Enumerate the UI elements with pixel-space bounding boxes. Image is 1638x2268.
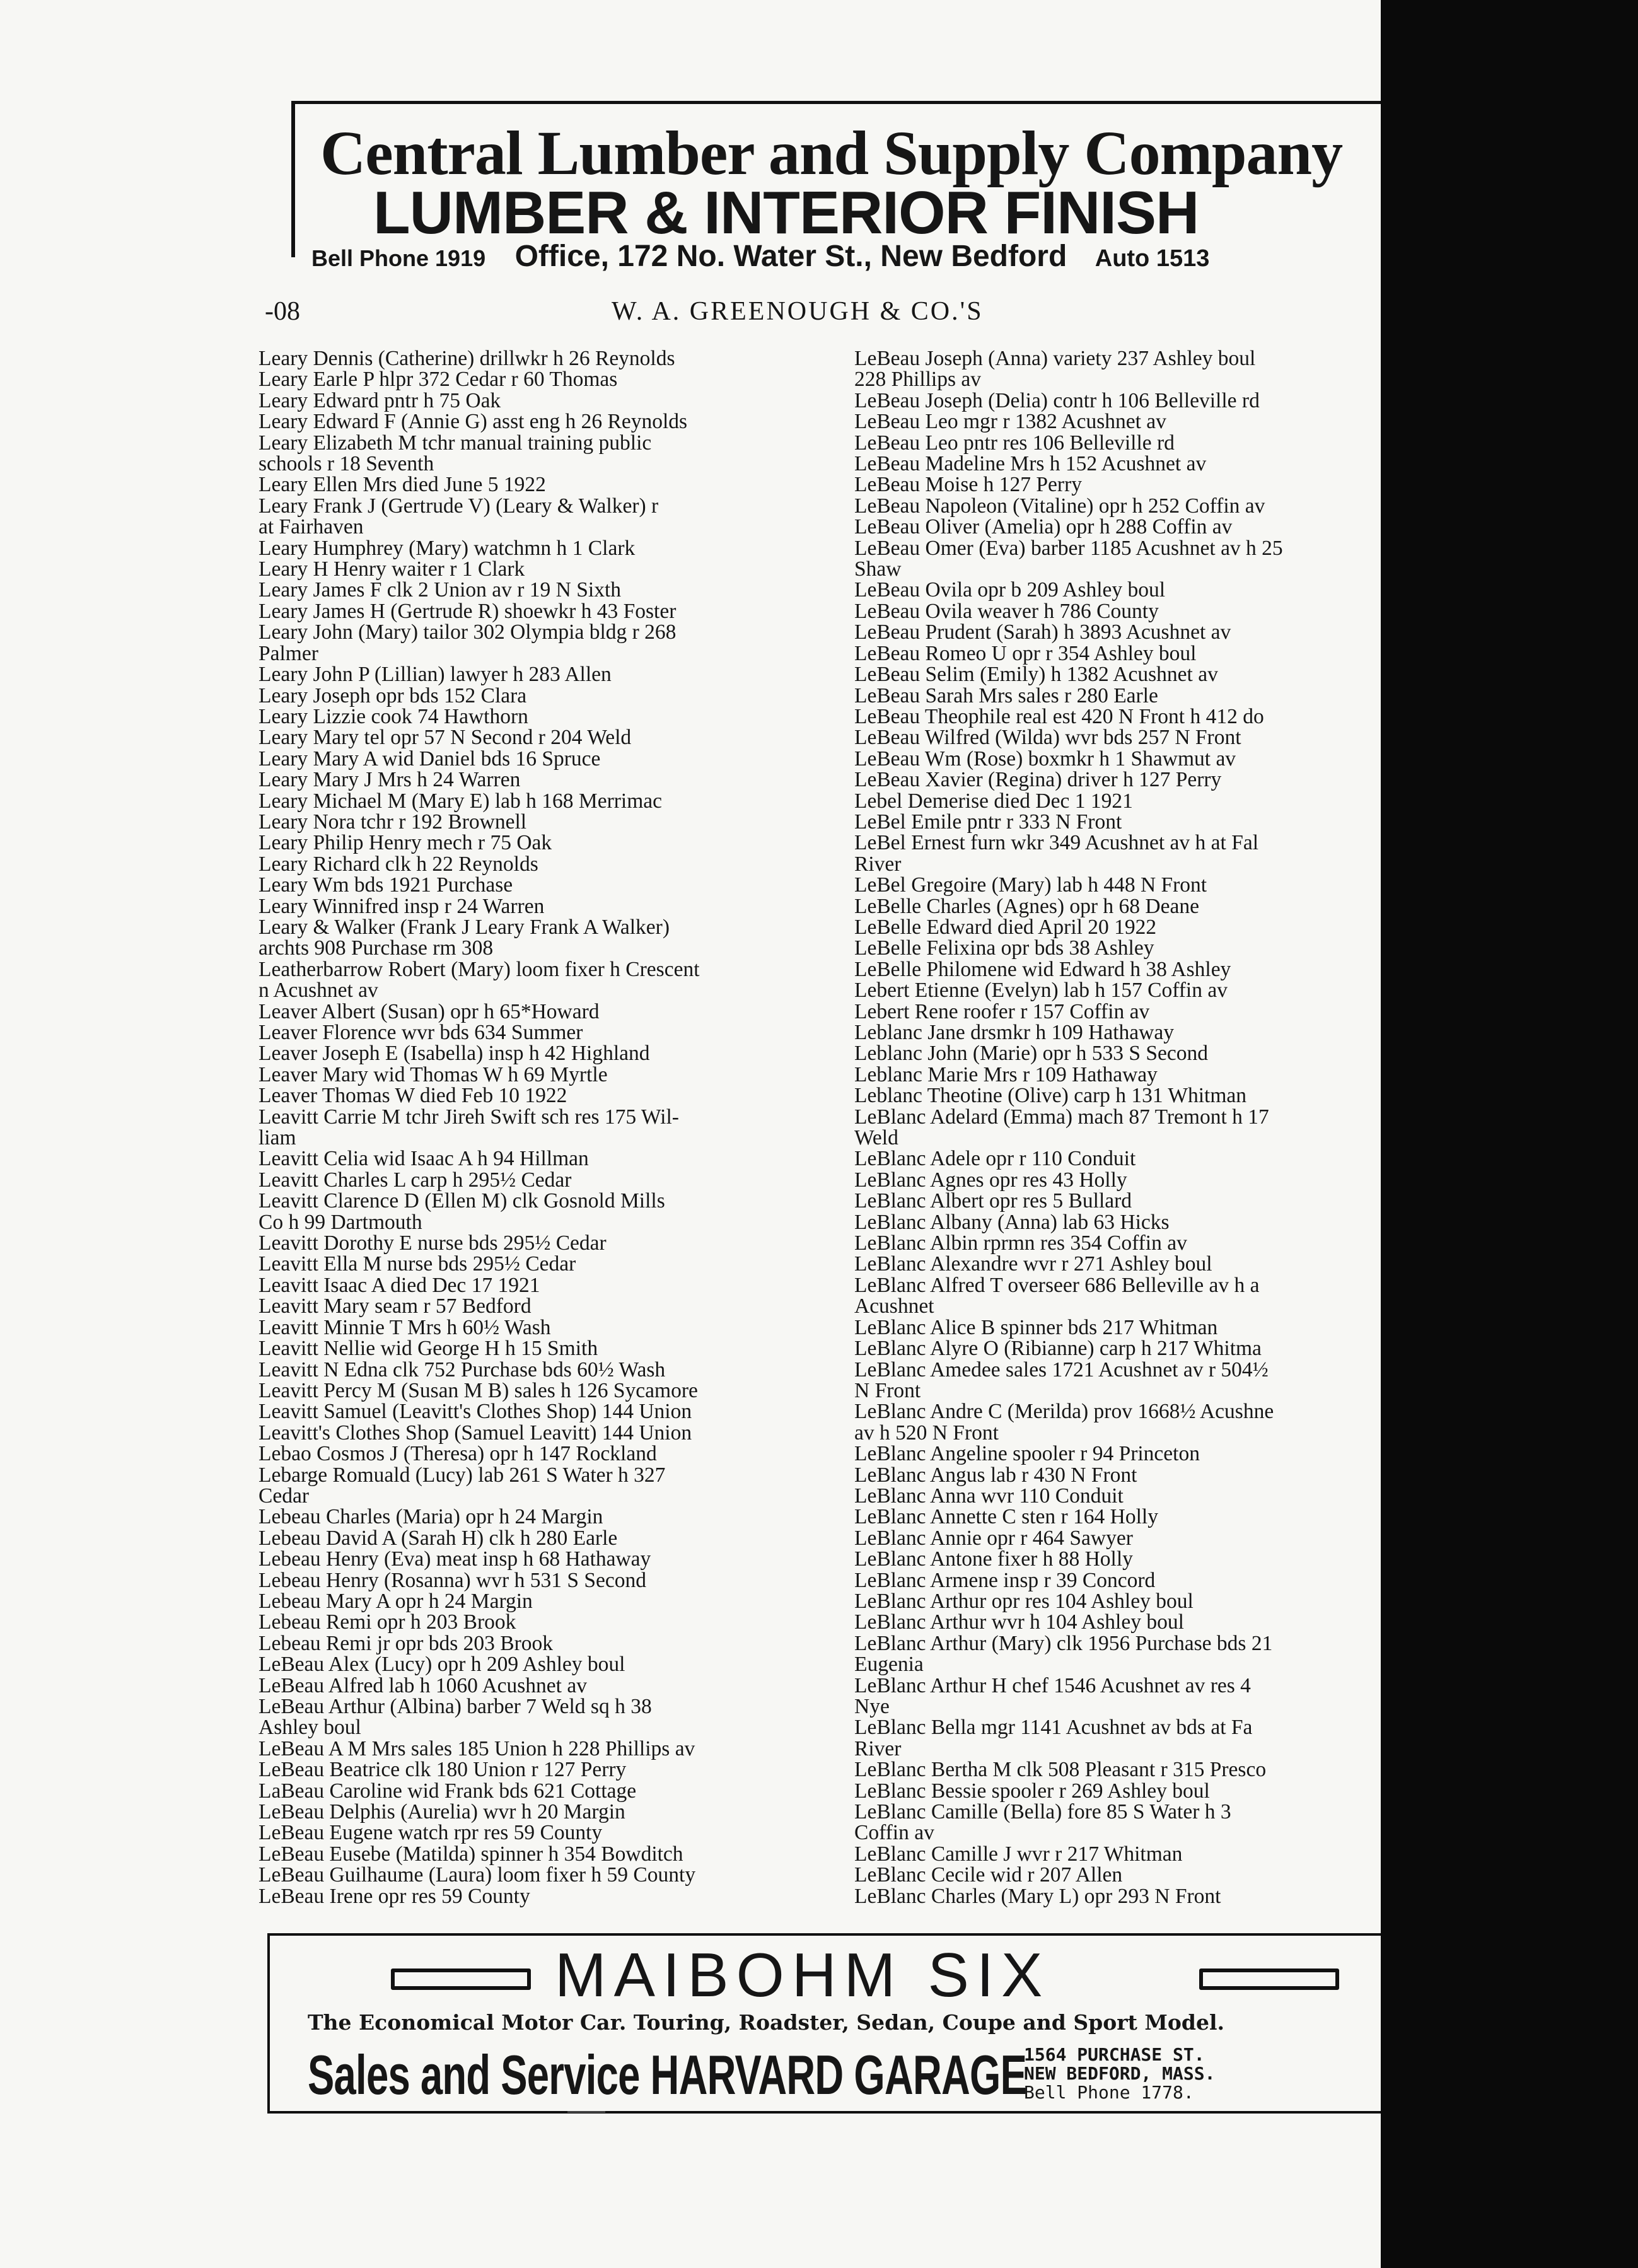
directory-entry: Leary Mary J Mrs h 24 Warren	[258, 768, 521, 792]
scan-dark-edge	[1381, 0, 1638, 2268]
directory-entry: LeBlanc Adelard (Emma) mach 87 Tremont h 17	[854, 1105, 1269, 1129]
directory-entry: Leblanc John (Marie) opr h 533 S Second	[854, 1042, 1208, 1066]
directory-entry: Leary John (Mary) tailor 302 Olympia bldg r 268	[258, 620, 677, 644]
directory-entry: Leary Wm bds 1921 Purchase	[258, 873, 513, 897]
directory-entry: Leary Ellen Mrs died June 5 1922	[258, 473, 546, 497]
directory-entry: Leblanc Marie Mrs r 109 Hathaway	[854, 1062, 1158, 1086]
directory-entry: Lebeau Remi jr opr bds 203 Brook	[258, 1631, 554, 1655]
directory-entry: LeBlanc Cecile wid r 207 Allen	[854, 1863, 1123, 1887]
directory-entry: LeBlanc Alyre O (Ribianne) carp h 217 Whitma	[854, 1337, 1262, 1361]
directory-entry: n Acushnet av	[258, 979, 378, 1003]
directory-entry: Leary H Henry waiter r 1 Clark	[258, 557, 525, 581]
directory-entry: LeBeau Napoleon (Vitaline) opr h 252 Coffin av	[854, 494, 1265, 518]
directory-entry: LeBel Gregoire (Mary) lab h 448 N Front	[854, 873, 1207, 897]
directory-entry: Ashley boul	[258, 1716, 361, 1740]
directory-entry: LeBlanc Andre C (Merilda) prov 1668½ Acushne	[854, 1400, 1274, 1424]
directory-entry: liam	[258, 1126, 296, 1150]
directory-entry: Leary & Walker (Frank J Leary Frank A Walker)	[258, 915, 670, 939]
directory-entry: LeBelle Edward died April 20 1922	[854, 915, 1157, 939]
directory-entry: LeBlanc Arthur H chef 1546 Acushnet av res 4	[854, 1673, 1251, 1697]
directory-entry: Leavitt Mary seam r 57 Bedford	[258, 1294, 531, 1318]
directory-entry: LeBeau Selim (Emily) h 1382 Acushnet av	[854, 663, 1218, 687]
directory-entry: LeBeau Beatrice clk 180 Union r 127 Perry	[258, 1758, 627, 1782]
page-number: -08	[265, 297, 300, 326]
directory-entry: Leavitt Carrie M tchr Jireh Swift sch res 175 Wil-	[258, 1105, 679, 1129]
directory-entry: Lebert Etienne (Evelyn) lab h 157 Coffin av	[854, 979, 1228, 1003]
directory-entry: Palmer	[258, 641, 318, 665]
directory-entry: Lebao Cosmos J (Theresa) opr h 147 Rockland	[258, 1442, 657, 1466]
directory-entry: LeBeau Moise h 127 Perry	[854, 473, 1082, 497]
directory-entry: LeBlanc Bella mgr 1141 Acushnet av bds at Fa	[854, 1716, 1253, 1740]
directory-entry: Lebeau Mary A opr h 24 Margin	[258, 1589, 533, 1613]
directory-entry: Leary Mary tel opr 57 N Second r 204 Weld	[258, 726, 632, 750]
directory-entry: Leary James H (Gertrude R) shoewkr h 43 Foster	[258, 599, 677, 623]
maibohm-banner	[377, 1939, 1373, 2009]
directory-entry: LeBeau Joseph (Delia) contr h 106 Belleville rd	[854, 388, 1260, 412]
directory-entry: Leary Philip Henry mech r 75 Oak	[258, 831, 552, 855]
directory-entry: Leary Richard clk h 22 Reynolds	[258, 852, 538, 876]
directory-entry: LeBlanc Charles (Mary L) opr 293 N Front	[854, 1884, 1221, 1908]
directory-entry: LeBeau Wilfred (Wilda) wvr bds 257 N Front	[854, 726, 1241, 750]
directory-entry: LeBeau Sarah Mrs sales r 280 Earle	[854, 683, 1158, 707]
directory-entry: schools r 18 Seventh	[258, 452, 434, 476]
directory-entry: Co h 99 Dartmouth	[258, 1210, 422, 1234]
directory-entry: 228 Phillips av	[854, 368, 982, 392]
directory-entry: LeBeau Alfred lab h 1060 Acushnet av	[258, 1673, 587, 1697]
directory-entry: LeBeau Theophile real est 420 N Front h 412 do	[854, 704, 1264, 728]
directory-entry: River	[854, 852, 902, 876]
directory-entry: Lebert Rene roofer r 157 Coffin av	[854, 999, 1150, 1023]
directory-entry: Eugenia	[854, 1653, 924, 1677]
lumber-advertisement	[291, 101, 1381, 273]
directory-entry: LeBeau Eusebe (Matilda) spinner h 354 Bowditch	[258, 1842, 683, 1866]
directory-entry: Leary Earle P hlpr 372 Cedar r 60 Thomas	[258, 368, 618, 392]
directory-entry: LaBeau Caroline wid Frank bds 621 Cottage	[258, 1779, 637, 1803]
directory-entry: LeBeau Leo pntr res 106 Belleville rd	[854, 431, 1175, 455]
ad-bell-phone: Bell Phone 1919	[311, 245, 486, 271]
directory-entry: Leary Winnifred insp r 24 Warren	[258, 894, 545, 918]
directory-entry: Leary Nora tchr r 192 Brownell	[258, 810, 527, 834]
directory-entry: LeBlanc Agnes opr res 43 Holly	[854, 1168, 1127, 1192]
directory-entry: Leary John P (Lillian) lawyer h 283 Allen	[258, 663, 612, 687]
ad-tagline: LUMBER & INTERIOR FINISH	[373, 179, 1199, 247]
directory-entry: Leaver Florence wvr bds 634 Summer	[258, 1021, 583, 1044]
garage-city: NEW BEDFORD, MASS.	[1024, 2063, 1216, 2084]
directory-entry: LeBeau Leo mgr r 1382 Acushnet av	[854, 410, 1166, 434]
directory-entry: LeBeau Joseph (Anna) variety 237 Ashley boul	[854, 347, 1256, 370]
directory-entry: Leary Dennis (Catherine) drillwkr h 26 Reynolds	[258, 347, 675, 370]
directory-entry: LeBlanc Arthur (Mary) clk 1956 Purchase bds 21	[854, 1631, 1273, 1655]
directory-entry: Leary James F clk 2 Union av r 19 N Sixth	[258, 578, 621, 602]
running-head: W. A. GREENOUGH & CO.'S	[612, 297, 984, 326]
directory-entry: LeBlanc Annette C sten r 164 Holly	[854, 1505, 1158, 1529]
directory-entry: archts 908 Purchase rm 308	[258, 936, 494, 960]
ad-company-name: Central Lumber and Supply Company	[320, 118, 1343, 188]
directory-entry: Leavitt Dorothy E nurse bds 295½ Cedar	[258, 1231, 607, 1255]
directory-entry: Lebarge Romuald (Lucy) lab 261 S Water h 327	[258, 1463, 666, 1487]
directory-entry: LeBlanc Albert opr res 5 Bullard	[854, 1189, 1132, 1213]
directory-entry: LeBlanc Bessie spooler r 269 Ashley boul	[854, 1779, 1210, 1803]
directory-entry: LeBeau Omer (Eva) barber 1185 Acushnet av h 25	[854, 536, 1283, 560]
directory-entry: Leaver Mary wid Thomas W h 69 Myrtle	[258, 1062, 608, 1086]
directory-entry: Leary Frank J (Gertrude V) (Leary & Walker) r	[258, 494, 659, 518]
directory-entry: Leary Joseph opr bds 152 Clara	[258, 683, 527, 707]
ad-auto-phone: Auto 1513	[1095, 245, 1210, 272]
left-directory-column	[258, 348, 826, 1907]
directory-entry: LeBeau Ovila opr b 209 Ashley boul	[854, 578, 1166, 602]
directory-entry: LeBlanc Arthur opr res 104 Ashley boul	[854, 1589, 1194, 1613]
ad-contact-line	[311, 239, 1383, 274]
directory-entry: LeBlanc Anna wvr 110 Conduit	[854, 1484, 1124, 1508]
sales-service-harvard-garage: Sales and Service HARVARD GARAGE	[308, 2044, 1027, 2106]
directory-entry: LeBlanc Albin rprmn res 354 Coffin av	[854, 1231, 1187, 1255]
directory-entry: LeBelle Philomene wid Edward h 38 Ashley	[854, 957, 1231, 981]
directory-entry: Leblanc Theotine (Olive) carp h 131 Whitman	[854, 1084, 1247, 1108]
directory-entry: LeBelle Felixina opr bds 38 Ashley	[854, 936, 1154, 960]
directory-entry: LeBlanc Alexandre wvr r 271 Ashley boul	[854, 1252, 1212, 1276]
directory-entry: Coffin av	[854, 1821, 934, 1845]
directory-entry: LeBlanc Annie opr r 464 Sawyer	[854, 1526, 1133, 1550]
directory-entry: LeBeau Romeo U opr r 354 Ashley boul	[854, 641, 1197, 665]
decorative-bar-right	[1199, 1969, 1339, 1990]
directory-entry: at Fairhaven	[258, 515, 364, 539]
directory-entry: LeBeau Delphis (Aurelia) wvr h 20 Margin	[258, 1800, 625, 1824]
directory-entry: Leavitt Percy M (Susan M B) sales h 126 Sycamore	[258, 1378, 698, 1402]
directory-entry: Leavitt Samuel (Leavitt's Clothes Shop) 144 Union	[258, 1400, 692, 1424]
directory-entry: LeBeau Guilhaume (Laura) loom fixer h 59 County	[258, 1863, 696, 1887]
directory-entry: Leary Edward F (Annie G) asst eng h 26 Reynolds	[258, 410, 688, 434]
ad-office-address: Office, 172 No. Water St., New Bedford	[514, 240, 1067, 273]
directory-entry: LeBeau Irene opr res 59 County	[258, 1884, 530, 1908]
directory-entry: LeBlanc Camille J wvr r 217 Whitman	[854, 1842, 1183, 1866]
directory-entry: Leary Michael M (Mary E) lab h 168 Merrimac	[258, 789, 662, 813]
directory-entry: LeBlanc Angus lab r 430 N Front	[854, 1463, 1137, 1487]
directory-entry: LeBeau Eugene watch rpr res 59 County	[258, 1821, 603, 1845]
directory-entry: Leary Elizabeth M tchr manual training public	[258, 431, 652, 455]
directory-entry: Leavitt Isaac A died Dec 17 1921	[258, 1273, 540, 1297]
directory-entry: LeBlanc Camille (Bella) fore 85 S Water h 3	[854, 1800, 1231, 1824]
directory-entry: LeBlanc Alice B spinner bds 217 Whitman	[854, 1315, 1218, 1339]
directory-entry: LeBel Emile pntr r 333 N Front	[854, 810, 1122, 834]
directory-entry: Leavitt Minnie T Mrs h 60½ Wash	[258, 1315, 551, 1339]
directory-entry: Leatherbarrow Robert (Mary) loom fixer h Crescent	[258, 957, 700, 981]
directory-entry: Leary Lizzie cook 74 Hawthorn	[258, 704, 528, 728]
bottom-rule	[567, 2111, 605, 2113]
directory-entry: Shaw	[854, 557, 902, 581]
directory-entry: Acushnet	[854, 1294, 934, 1318]
directory-entry: LeBlanc Adele opr r 110 Conduit	[854, 1147, 1136, 1171]
directory-entry: LeBeau Xavier (Regina) driver h 127 Perry	[854, 768, 1222, 792]
directory-entry: Lebeau Henry (Rosanna) wvr h 531 S Second	[258, 1568, 646, 1592]
directory-entry: Leavitt Nellie wid George H h 15 Smith	[258, 1337, 598, 1361]
directory-entry: Leaver Thomas W died Feb 10 1922	[258, 1084, 567, 1108]
directory-entry: LeBlanc Bertha M clk 508 Pleasant r 315 Presco	[854, 1758, 1267, 1782]
directory-entry: Leary Humphrey (Mary) watchmn h 1 Clark	[258, 536, 636, 560]
directory-entry: Leavitt's Clothes Shop (Samuel Leavitt) 144 Union	[258, 1421, 692, 1445]
page-header	[265, 296, 1381, 329]
directory-entry: LeBeau A M Mrs sales 185 Union h 228 Phillips av	[258, 1736, 695, 1760]
directory-entry: Leavitt Ella M nurse bds 295½ Cedar	[258, 1252, 576, 1276]
garage-address	[1024, 2045, 1215, 2102]
directory-entry: LeBlanc Albany (Anna) lab 63 Hicks	[854, 1210, 1170, 1234]
directory-entry: Leavitt Clarence D (Ellen M) clk Gosnold Mills	[258, 1189, 665, 1213]
directory-entry: LeBlanc Alfred T overseer 686 Belleville av h a	[854, 1273, 1260, 1297]
directory-entry: LeBeau Madeline Mrs h 152 Acushnet av	[854, 452, 1207, 476]
directory-entry: Lebeau Henry (Eva) meat insp h 68 Hathaway	[258, 1547, 651, 1571]
directory-entry: Leary Edward pntr h 75 Oak	[258, 388, 501, 412]
directory-entry: LeBeau Ovila weaver h 786 County	[854, 599, 1159, 623]
directory-entry: Leblanc Jane drsmkr h 109 Hathaway	[854, 1021, 1174, 1044]
directory-entry: LeBeau Wm (Rose) boxmkr h 1 Shawmut av	[854, 747, 1236, 771]
directory-entry: av h 520 N Front	[854, 1421, 999, 1445]
directory-entry: Cedar	[258, 1484, 309, 1508]
garage-advertisement	[267, 1933, 1381, 2114]
directory-entry: Weld	[854, 1126, 898, 1150]
directory-entry: LeBlanc Amedee sales 1721 Acushnet av r 504½	[854, 1358, 1269, 1381]
maibohm-subtitle: The Economical Motor Car. Touring, Roadster, Sedan, Coupe and Sport Model.	[308, 2010, 1224, 2035]
directory-entry: LeBeau Oliver (Amelia) opr h 288 Coffin av	[854, 515, 1233, 539]
directory-entry: Leaver Joseph E (Isabella) insp h 42 Highland	[258, 1042, 650, 1066]
directory-entry: LeBelle Charles (Agnes) opr h 68 Deane	[854, 894, 1199, 918]
directory-entry: Lebeau Charles (Maria) opr h 24 Margin	[258, 1505, 603, 1529]
right-directory-column	[854, 348, 1381, 1907]
directory-entry: LeBlanc Antone fixer h 88 Holly	[854, 1547, 1133, 1571]
directory-entry: LeBeau Arthur (Albina) barber 7 Weld sq h 38	[258, 1695, 652, 1718]
maibohm-title: MAIBOHM SIX	[555, 1940, 1050, 2009]
directory-entry: N Front	[854, 1378, 921, 1402]
garage-phone: Bell Phone 1778.	[1024, 2082, 1194, 2103]
directory-entry: LeBeau Prudent (Sarah) h 3893 Acushnet av	[854, 620, 1231, 644]
directory-entry: Leavitt Charles L carp h 295½ Cedar	[258, 1168, 572, 1192]
directory-entry: LeBlanc Armene insp r 39 Concord	[854, 1568, 1156, 1592]
directory-entry: LeBlanc Arthur wvr h 104 Ashley boul	[854, 1610, 1184, 1634]
directory-entry: LeBel Ernest furn wkr 349 Acushnet av h at Fal	[854, 831, 1258, 855]
directory-entry: Leary Mary A wid Daniel bds 16 Spruce	[258, 747, 601, 771]
directory-entry: Leavitt N Edna clk 752 Purchase bds 60½ Wash	[258, 1358, 666, 1381]
decorative-bar-left	[391, 1969, 531, 1990]
garage-street: 1564 PURCHASE ST.	[1024, 2044, 1205, 2065]
directory-entry: LeBlanc Angeline spooler r 94 Princeton	[854, 1442, 1200, 1466]
directory-entry: Leavitt Celia wid Isaac A h 94 Hillman	[258, 1147, 589, 1171]
directory-entry: Lebeau David A (Sarah H) clk h 280 Earle	[258, 1526, 618, 1550]
directory-entry: LeBeau Alex (Lucy) opr h 209 Ashley boul	[258, 1653, 625, 1677]
directory-entry: Lebel Demerise died Dec 1 1921	[854, 789, 1133, 813]
directory-entry: River	[854, 1736, 902, 1760]
directory-entry: Leaver Albert (Susan) opr h 65*Howard	[258, 999, 600, 1023]
directory-entry: Lebeau Remi opr h 203 Brook	[258, 1610, 516, 1634]
directory-entry: Nye	[854, 1695, 890, 1718]
